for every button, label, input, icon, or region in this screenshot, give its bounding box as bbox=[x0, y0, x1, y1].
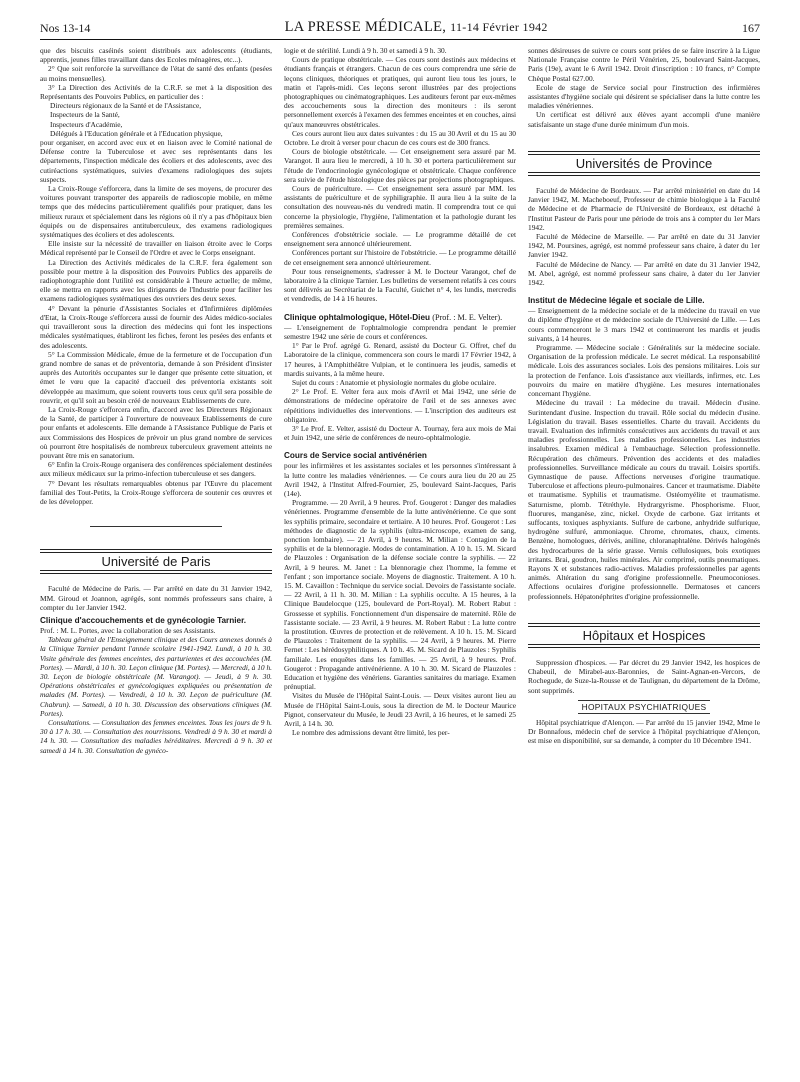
section-heading: Universités de Province bbox=[528, 154, 760, 173]
paragraph: sonnes désireuses de suivre ce cours sont priées de se faire inscrire à la Ligue Nationale Française contre le Péril Vénérien, 25, boulevard Saint-Jacques, Paris (19e), avant le 6 Avril 1942. Droit d'inscription : 10 francs, n° Compte Chèque Postal 627.00. bbox=[528, 46, 760, 83]
section-heading-box bbox=[528, 623, 760, 648]
paragraph: La Direction des Activités médicales de la C.R.F. fera également son possible pour mettre à la disposition des Pouvoirs Publics des appareils de radiophotographie dont l'utilité est considérable à l'heure actuelle; de même, elle se mettra en rapports avec les dirigeants de l'Industrie pour faciliter les examens radiologiques systématiques des ouvriers des deux sexes. bbox=[40, 257, 272, 304]
paragraph: Ces cours auront lieu aux dates suivantes : du 15 au 30 Avril et du 15 au 30 Octobre. Le droit à verser pour chacun de ces cours est de 300 francs. bbox=[284, 128, 516, 148]
paragraph: Le nombre des admissions devant être limité, les per- bbox=[292, 728, 450, 738]
paragraph: Ecole de stage de Service social pour l'instruction des infirmières assistantes d'hygiène sociale qui désirent se spécialiser dans la lutte contre les maladies vénériennes. bbox=[528, 82, 760, 111]
divider bbox=[90, 526, 222, 527]
paragraph: Médecine du travail : La médecine du travail. Médecin d'usine. Surintendant d'usine. Inspection du travail. Rôle social du médecin d'usine. Législation du travail. Bases essentielles. Charte du travail. Accidents du travail. Evaluation des infirmités consécutives aux accidents du travail et aux maladies professionnelles. Les maladies professionnelles. Les industries insalubres. Examen médical à l'embauchage. Sélection professionnelle. Récupération des chômeurs. Prévention des accidents et des maladies professionnelles. Surveillance médicale au cours du travail. Loisirs sportifs. Gymnastique de pause. Affections nerveuses d'origine traumatique. Tuberculose et affections pleuro-pulmonaires. Cancer et traumatisme. Diabète et traumatisme. Syphilis et traumatisme. Ostéomyélite et traumatisme. Saturnisme, plomb. Tétréthyle. Hydrargyrisme. Phosphorisme. Fluor, fluorures, manganèse, zinc, nickel. Oxyde de carbone. Gaz irritants et suffocants, toxiques asphyxiants. Sulfure de carbone, anhydride sulfurique, hydrogène sulfuré, ammoniaque. Chrome, chromates, chaux, ciments. Benzène, homologues, dérivés, aniline, chloranaphtalène. Dérivés halogénés des hydrocarbures de la série grasse. Vernis cellulosiques, bois exotiques irritants. Brai, goudron, huiles minérales. Air comprimé, outils pneumatiques. Rayons X et substances radio-actives. Maladies professionnelles par agents animés. Altération du sang d'origine professionnelle. Pneumoconioses. Affections oculaires d'origine professionnelle. Dermatoses et cancers professionnels. Hépatonéphrites d'origine professionnelle. bbox=[528, 398, 760, 601]
paragraph: 3° Le Prof. E. Velter, assisté du Docteur A. Tournay, fera aux mois de Mai et Juin 1942, une série de conférences de neuro-ophtalmologie. bbox=[284, 423, 516, 443]
section-heading-box bbox=[40, 549, 272, 574]
subsection-heading bbox=[528, 703, 760, 712]
paragraph: Cours de biologie obstétricale. — Cet enseignement sera assuré par M. Varangot. Il aura lieu le mercredi, à 10 h. 30 et portera particulièrement sur l'étude de l'endocrinologie gynécologique et obstétricale. Chaque conférence sera suivie de l'étude histologique des pièces par projections photographiques. bbox=[284, 147, 516, 184]
section-heading-box bbox=[528, 151, 760, 176]
column-2 bbox=[284, 46, 516, 1074]
paragraph: que des biscuits caséinés soient distribués aux adolescents (étudiants, apprentis, jeunes filles travaillant dans des Ecoles ménagères, etc...). bbox=[40, 46, 272, 65]
paragraph: Prof. : M. L. Portes, avec la collaboration de ses Assistants. bbox=[40, 625, 216, 635]
journal-name: LA PRESSE MÉDICALE, bbox=[284, 19, 447, 35]
list-item: Directeurs régionaux de la Santé et de l'Assistance, bbox=[50, 101, 202, 111]
subsection-heading bbox=[284, 313, 516, 323]
issue-number: Nos 13-14 bbox=[40, 21, 91, 35]
paragraph: 5° La Commission Médicale, émue de la fermeture et de l'occupation d'un grand nombre de sanas et de préventoria, demande à son Président d'insister auprès des Autorités occupantes sur le danger que présente cette situation, et émet le vœu que la capacité d'accueil des préventoria existants soit développée au maximum, que soient rouverts tous ceux qu'il sera possible de rouvrir, et qu'il soit au besoin créé de nouveaux Etablissements de cure. bbox=[40, 349, 272, 405]
paragraph: La Croix-Rouge s'efforcera, dans la limite de ses moyens, de procurer des voitures pouvant transporter des appareils de radioscopie mobile, en même temps que des médecins particulièrement qualifiés pour pratiquer, dans les milieux ruraux et spécialement dans les régions où il n'y a pas d'hôpitaux bien équipés ou de dispensaires antituberculeux, des examens radiologiques systématiques des écoliers et des adolescents. bbox=[40, 184, 272, 240]
paragraph: Hôpital psychiatrique d'Alençon. — Par arrêté du 15 janvier 1942, Mme le Dr Bonnafous, médecin chef de service à l'hôpital psychiatrique d'Alençon, est mise en disponibilité, sur sa demande, à compter du 10 Décembre 1941. bbox=[528, 717, 760, 746]
subsection-heading: Institut de Médecine légale et sociale de Lille. bbox=[528, 296, 705, 306]
paragraph: 2° Le Prof. E. Velter fera aux mois d'Avril et Mai 1942, une série de démonstrations de médecine opératoire de l'œil et de ses annexes avec répétitions individuelles des interventions. — L'inscription des auditeurs est obligatoire. bbox=[284, 387, 516, 424]
paragraph: Tableau général de l'Enseignement clinique et des Cours annexes donnés à la Clinique Tarnier pendant l'année scolaire 1941-1942. Lundi, à 10 h. 30. Visite générale des femmes enceintes, des parturientes et des accouchées (M. Portes). — Mardi, à 10 h. 30. Leçon clinique (M. Portes). — Mercredi, à 10 h. 30. Leçon de biologie obstétricale (M. Varangot). — Jeudi, à 9 h. 30. Opérations obstétricales et gynécologiques expliquées ou présentation de malades (M. Portes). — Vendredi, à 10 h. 30. Leçon de puériculture (M. Chabrun). — Samedi, à 10 h. 30. Discussion des observations cliniques (M. Portes). bbox=[40, 635, 272, 718]
list-item: Inspecteurs d'Académie, bbox=[50, 119, 123, 129]
section-heading: Hôpitaux et Hospices bbox=[528, 626, 760, 645]
paragraph: Visites du Musée de l'Hôpital Saint-Louis. — Deux visites auront lieu au Musée de l'Hôpital Saint-Louis, sous la direction de M. le Docteur Maurice Pignot, conservateur du Musée, le Jeudi 23 Avril, à 16 heures, et le samedi 25 Avril, à 14 h. 30. bbox=[284, 691, 516, 729]
subsection-title: HOPITAUX PSYCHIATRIQUES bbox=[578, 700, 711, 714]
paragraph: Consultations. — Consultation des femmes enceintes. Tous les jours de 9 h. 30 à 17 h. 30. — Consultation des nourrissons. Vendredi à 9 h. 30 et mardi à 14 h. 30. — Consultation des maladies héréditaires. Mercredi à 9 h. 30 et samedi à 14 h. 30. Consultation de gynéco- bbox=[40, 718, 272, 755]
subsection-title: Clinique ophtalmologique, Hôtel-Dieu bbox=[284, 312, 431, 322]
list-item: Délégués à l'Education générale et à l'Education physique, bbox=[50, 128, 223, 138]
paragraph: Conférences portant sur l'histoire de l'obstétricie. — Le programme détaillé de cet enseignement sera annoncé ultérieurement. bbox=[284, 248, 516, 267]
paragraph: Elle insiste sur la nécessité de travailler en liaison étroite avec le Corps Médical représenté par le Conseil de l'Ordre et avec le Corps enseignant. bbox=[40, 239, 272, 258]
paragraph: 7° Devant les résultats remarquables obtenus par l'Œuvre du placement familial des Tout-Petits, la Croix-Rouge s'efforcera de soutenir ces œuvres et de les développer. bbox=[40, 478, 272, 506]
paragraph: Un certificat est délivré aux élèves ayant accompli d'une manière satisfaisante un stage d'une durée minimum d'un mois. bbox=[528, 110, 760, 129]
column-3 bbox=[528, 46, 760, 1074]
paragraph: — L'enseignement de l'ophtalmologie comprendra pendant le premier semestre 1942 une série de cours et conférences. bbox=[284, 322, 516, 341]
subsection-heading: Cours de Service social antivénérien bbox=[284, 451, 427, 461]
paragraph: 6° Enfin la Croix-Rouge organisera des conférences spécialement destinées aux milieux médicaux sur la primo-infection tuberculeuse et ses dangers. bbox=[40, 460, 272, 479]
paragraph: pour organiser, en accord avec eux et en liaison avec le Comité national de Défense contre la Tuberculose et avec ses représentants dans les départements, l'inspection médicale des écoliers et des adolescents, avec des cutiréactions systématiques, suivies d'examens radiologiques des sujets suspects. bbox=[40, 138, 272, 184]
paragraph: Conférences d'obstétricie sociale. — Le programme détaillé de cet enseignement sera annoncé ultérieurement. bbox=[284, 230, 516, 249]
paragraph: Sujet du cours : Anatomie et physiologie normales du globe oculaire. bbox=[292, 377, 497, 387]
paragraph: La Croix-Rouge s'efforcera enfin, d'accord avec les Directeurs Régionaux de la Santé, de participer à l'ouverture de nouveaux Etablissements de cure pour enfants et adolescents. Elle demande à l'Assistance Publique de Paris et aux Commissions des Hospices de prévoir un plus grand nombre de services où pourront être hospitalisés de nombreux tuberculeux gravement atteints ne pouvant être mis en sanatorium. bbox=[40, 404, 272, 460]
paragraph: Programme. — 20 Avril, à 9 heures. Prof. Gougerot : Danger des maladies vénériennes. Programme d'ensemble de la lutte antivénérienne. Ce que sont les syphilis primaire, secondaire et tertiaire. A 10 heures. Prof. Gougerot : Les méthodes de diagnostic de la syphilis (ultra-microscope, examen de sang, ponction lombaire). — 21 Avril, à 9 heures. M. Milian : Contagion de la syphilis et de la blennoragie. Modes de contamination. A 10 h. 15. M. Sicard de Plauzoles : Organisation de la défense sociale contre la syphilis. — 22 Avril, à 9 heures. M. Janet : La blennoragie chez l'homme, la femme et l'enfant ; son importance sociale. Moyens de diagnostic. Traitement. A 10 h. 15. M. Cavaillon : Technique du service social. Devoirs de l'assistante sociale. — 22 Avril, à 11 h. 30. M. Milian : La syphilis occulte. A 15 heures, à la Clinique Baudelocque (125, boulevard de Port-Royal). M. Robert Rabut : Grossesse et syphilis. Fonctionnement d'un dispensaire de maternité. Rôle de l'assistante sociale. — 23 Avril, à 9 heures. M. Robert Rabut : La lutte contre la prostitution. Œuvres de protection et de relèvement. A 10 h. 15. M. Sicard de Plauzoles : Traitement de la syphilis. — 24 Avril, à 9 heures. M. Pierre Fernet : Les hérédosyphilitiques. A 10 h. 45. M. Sicard de Plauzoles : Syphilis familiale. Les enquêtes dans les familles. — 25 Avril, à 9 heures. Prof. Gougerot : Propagande antivénérienne. A 10 h. 30. M. Sicard de Plauzoles : Education et hygiène des vénériens. Garanties sanitaires du mariage. Examen prénuptial. bbox=[284, 498, 516, 692]
subsection-heading: Clinique d'accouchements et de gynécologie Tarnier. bbox=[40, 615, 247, 625]
paragraph: 2° Que soit renforcée la surveillance de l'état de santé des enfants (pesées au moins mensuelles). bbox=[40, 64, 272, 83]
paragraph: Programme. — Médecine sociale : Généralités sur la médecine sociale. Organisation de la profession médicale. Le secret médical. La responsabilité médicale. Lois des assurances sociales. Lois des pensions militaires. Lois sur la protection de l'enfance. Lois d'assistance aux vieillards, infirmes, etc. Les pouvoirs du maire en matière d'hygiène. Les mesures internationales concernant l'hygiène. bbox=[528, 343, 760, 399]
page-header bbox=[40, 14, 760, 40]
paragraph: Faculté de Médecine de Marseille. — Par arrêté en date du 31 Janvier 1942, M. Poursines, agrégé, est nommé professeur sans chaire, à dater du 1er Janvier 1942. bbox=[528, 232, 760, 260]
subsection-prof: (Prof. : M. E. Velter). bbox=[432, 312, 503, 322]
paragraph: Cours de pratique obstétricale. — Ces cours sont destinés aux médecins et étudiants français et étrangers. Chacun de ces cours comprendra une série de leçons cliniques, théoriques et pratiques, qui auront lieu tous les jours, le matin et l'après-midi. Ces leçons seront illustrées par des projections photographiques ou cinématographiques. Les auditeurs feront par eux-mêmes des accouchements sous la direction des moniteurs : ils seront personnellement exercés à l'examen des femmes enceintes et en couches, ainsi qu'aux manœuvres obstétricales. bbox=[284, 55, 516, 129]
paragraph: 4° Devant la pénurie d'Assistantes Sociales et d'Infirmières diplômées d'Etat, la Croix-Rouge s'efforcera aussi de fournir des Aides médico-sociales qui travailleront sous la direction des médecins qui font les inspections médicales systématiques, établiront les fiches, feront les pesées des enfants et des adolescents. bbox=[40, 303, 272, 350]
page-number: 167 bbox=[741, 21, 760, 35]
paragraph: — Enseignement de la médecine sociale et de la médecine du travail en vue du diplôme d'hygiène et de médecine sociale de l'Université de Lille. — Les cours commenceront le 3 mars 1942 et continueront les mardis et jeudis suivants, à 14 heures. bbox=[528, 306, 760, 343]
paragraph: 3° La Direction des Activités de la C.R.F. se met à la disposition des Représentants des Pouvoirs Publics, en particulier des : bbox=[40, 82, 272, 102]
paragraph: logie et de stérilité. Lundi à 9 h. 30 et samedi à 9 h. 30. bbox=[284, 46, 447, 55]
paragraph: Suppression d'hospices. — Par décret du 29 Janvier 1942, les hospices de Chabeuil, de Mirabel-aux-Baronnies, de Saint-Agnan-en-Vercors, de Rochegude, de Suze-la-Rousse et de Taulignan, du département de la Drôme, sont supprimés. bbox=[528, 657, 760, 695]
column-1 bbox=[40, 46, 272, 1074]
paragraph: Faculté de Médecine de Bordeaux. — Par arrêté ministériel en date du 14 Janvier 1942, M. Macheboeuf, Professeur de chimie biologique à la Faculté de Médecine et de Pharmacie de l'Université de Bordeaux, est détaché à l'Institut Pasteur de Paris pour une période de trois ans à compter du 1er Mars 1942. bbox=[528, 186, 760, 232]
paragraph: pour les infirmières et les assistantes sociales et les personnes s'intéressant à la lutte contre les maladies vénériennes. — Ce cours aura lieu du 20 au 25 Avril 1942, à l'Institut Alfred-Fournier, 25, boulevard Saint-Jacques, Paris (14e). bbox=[284, 461, 516, 498]
section-heading: Université de Paris bbox=[40, 552, 272, 571]
list-item: Inspecteurs de la Santé, bbox=[50, 110, 120, 120]
paragraph: Cours de puériculture. — Cet enseignement sera assuré par MM. les assistants de puériculture et de syphiligraphie. Il aura lieu à la suite de la consultation des nouveau-nés du vendredi matin. Il comprendra tout ce qui concerne la physiologie, l'hygiène, l'alimentation et la pathologie durant les premières semaines. bbox=[284, 184, 516, 230]
paragraph: Faculté de Médecine de Nancy. — Par arrêté en date du 31 Janvier 1942, M. Abel, agrégé, est nommé professeur sans chaire, à dater du 1er Janvier 1942. bbox=[528, 259, 760, 288]
journal-title bbox=[285, 19, 548, 36]
issue-date: 11-14 Février 1942 bbox=[450, 20, 548, 34]
paragraph: 1° Par le Prof. agrégé G. Renard, assisté du Docteur G. Offret, chef du Laboratoire de la clinique, commencera son cours le mardi 17 Février 1942, à 17 heures, à l'Amphithéâtre Vulpian, et le continuera les jeudis, samedis et mardis suivants, à la même heure. bbox=[284, 341, 516, 378]
paragraph: Pour tous renseignements, s'adresser à M. le Docteur Varangot, chef de laboratoire à la clinique Tarnier. Les bulletins de versement relatifs à ces cours sont délivrés au Secrétariat de la Faculté, Guichet n° 4, les lundis, mercredis et vendredis, de 14 à 16 heures. bbox=[284, 266, 516, 304]
paragraph: Faculté de Médecine de Paris. — Par arrêté en date du 31 Janvier 1942, MM. Giroud et Joannon, agrégés, sont nommés professeurs sans chaire, à compter du 1er Janvier 1942. bbox=[40, 584, 272, 612]
